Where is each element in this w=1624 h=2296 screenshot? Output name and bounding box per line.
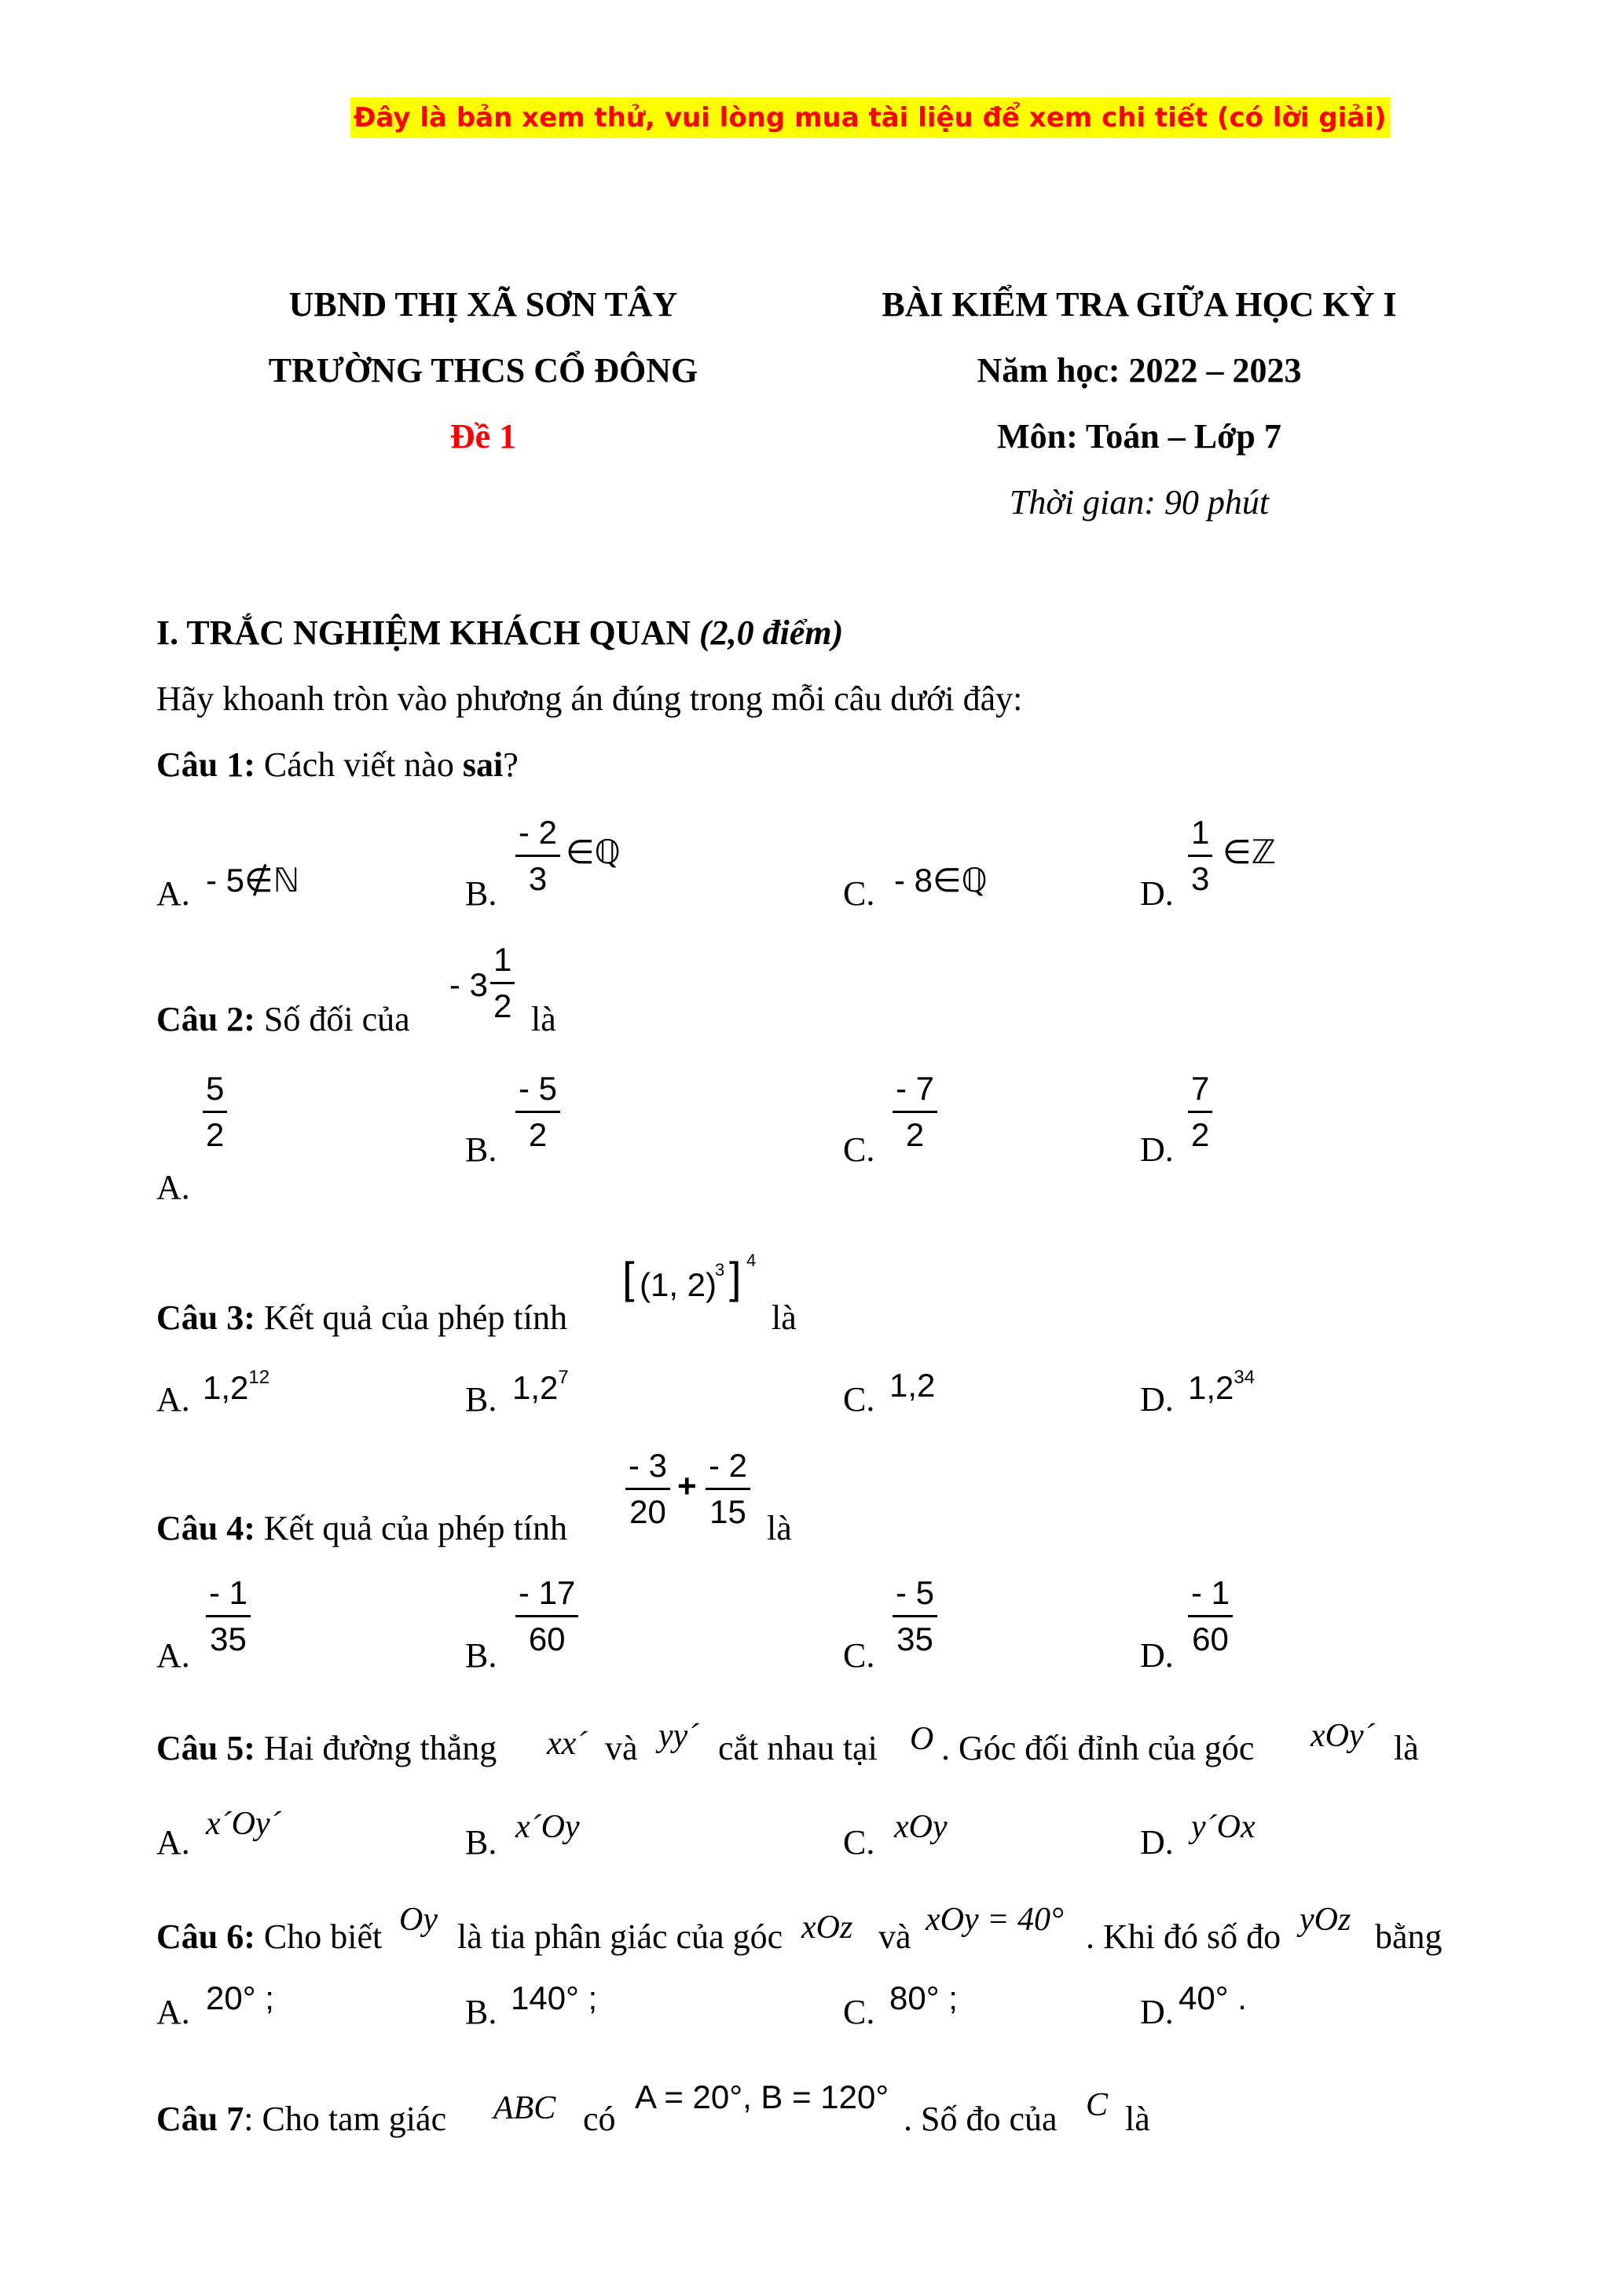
question-1: Câu 1: Cách viết nào sai?: [156, 745, 519, 784]
q5-text-2: cắt nhau tại: [718, 1729, 878, 1767]
q6-ray: Oy: [399, 1902, 438, 1938]
q3-option-b-math: $1,2^7$: [512, 1367, 569, 1406]
q1-option-c-math: - 8∈ℚ: [894, 862, 988, 899]
q5-line-2: yy´: [658, 1718, 699, 1754]
q6-text-2: là tia phân giác của góc: [457, 1917, 783, 1956]
subject: Môn: Toán – Lớp 7: [997, 417, 1281, 456]
preview-banner: Đây là bản xem thử, vui lòng mua tài liệu để xem chi tiết (có lời giải): [350, 97, 1390, 138]
q2-option-b-label: B.: [465, 1130, 497, 1169]
q1-option-b-rest: ∈ℚ: [566, 833, 621, 870]
q3-expr-inner-exp: 3: [715, 1260, 725, 1280]
q3-expr-inner: (1, 2): [640, 1266, 717, 1303]
q2-mixed-fraction: $\frac{1}{2}$: [490, 938, 515, 1028]
q7-end: là: [1125, 2100, 1150, 2138]
q1-option-a-math: - 5∉ℕ: [206, 862, 300, 899]
section-title: I. TRẮC NGHIỆM KHÁCH QUAN (2,0 điểm): [156, 613, 844, 652]
q3-expr-exp: 4: [746, 1251, 757, 1270]
q5-option-d-math: y´Ox: [1191, 1809, 1256, 1845]
q5-point: O: [910, 1721, 934, 1757]
q6-text-3: . Khi đó số đo: [1086, 1917, 1281, 1956]
q3-option-d-label: D.: [1140, 1380, 1174, 1419]
q4-option-d-fraction: $\frac{- 1}{60}$: [1188, 1571, 1233, 1661]
q4-option-b-label: B.: [465, 1636, 497, 1675]
q3-option-c-math: 1,2: [889, 1367, 936, 1404]
exam-title: BÀI KIỂM TRA GIỮA HỌC KỲ I: [882, 285, 1397, 324]
q5-end: là: [1394, 1729, 1419, 1767]
district-name: UBND THỊ XÃ SƠN TÂY: [288, 285, 678, 324]
q6-angle-1: xOz: [801, 1910, 853, 1946]
q2-option-b-fraction: $\frac{- 5}{2}$: [515, 1067, 560, 1157]
q7-text-2: . Số đo của: [904, 2100, 1058, 2138]
q6-option-b-label: B.: [465, 1993, 497, 2031]
q4-expr-plus: +: [677, 1467, 697, 1504]
q5-option-a-math: x´Oy´: [206, 1806, 281, 1842]
q1-option-b-fraction: $\frac{- 2}{3}$: [515, 811, 560, 901]
question-7-part-1: Câu 7: Cho tam giác: [156, 2100, 447, 2138]
q4-expr-fraction-2: $\frac{- 2}{15}$: [706, 1444, 750, 1534]
q5-option-b-math: x´Oy: [515, 1809, 580, 1845]
instruction: Hãy khoanh tròn vào phương án đúng trong mỗi câu dưới đây:: [156, 679, 1023, 718]
question-4: Câu 4: Kết quả của phép tính: [156, 1509, 568, 1547]
q5-text-3: . Góc đối đỉnh của góc: [941, 1729, 1255, 1767]
q4-option-a-label: A.: [156, 1636, 190, 1675]
q3-end: là: [772, 1298, 797, 1337]
q5-option-c-math: xOy: [894, 1809, 948, 1845]
q1-option-d-label: D.: [1140, 874, 1174, 913]
q2-option-d-label: D.: [1140, 1130, 1174, 1169]
q7-angle: C: [1086, 2087, 1109, 2123]
exam-code: Đề 1: [449, 417, 517, 456]
q5-line-1: xx´: [547, 1726, 588, 1762]
q5-and: và: [605, 1729, 638, 1767]
q1-option-c-label: C.: [843, 874, 875, 913]
q4-option-d-label: D.: [1140, 1636, 1174, 1675]
q7-has: có: [583, 2100, 616, 2138]
q4-expr-fraction-1: $\frac{- 3}{20}$: [625, 1444, 670, 1534]
q5-angle: xOy´: [1311, 1718, 1375, 1754]
q7-triangle: ABC: [493, 2090, 556, 2126]
q6-and: và: [878, 1917, 911, 1956]
question-5-part-1: Câu 5: Hai đường thẳng: [156, 1729, 497, 1767]
q2-option-a-fraction: $\frac{5}{2}$: [203, 1067, 227, 1157]
q2-option-c-fraction: $\frac{- 7}{2}$: [893, 1067, 937, 1157]
q1-option-a-label: A.: [156, 874, 190, 913]
q6-option-a-label: A.: [156, 1993, 190, 2031]
q4-option-b-fraction: $\frac{- 17}{60}$: [515, 1571, 578, 1661]
q3-option-a-label: A.: [156, 1380, 190, 1419]
q5-option-d-label: D.: [1140, 1823, 1174, 1862]
q6-option-d-value: 40° .: [1179, 1979, 1247, 2016]
q3-option-d-math: $1,2^{34}$: [1188, 1367, 1256, 1406]
q2-option-d-fraction: $\frac{7}{2}$: [1188, 1067, 1212, 1157]
q2-option-a-label: A.: [156, 1168, 190, 1207]
q4-end: là: [767, 1509, 792, 1547]
q1-option-d-fraction: $\frac{1}{3}$: [1188, 811, 1212, 901]
q4-option-c-label: C.: [843, 1636, 875, 1675]
school-name: TRƯỜNG THCS CỔ ĐÔNG: [268, 351, 698, 390]
q6-option-b-value: 140° ;: [511, 1979, 598, 2016]
q7-given: A = 20°, B = 120°: [635, 2078, 889, 2115]
q3-expr-open: [: [622, 1253, 635, 1302]
q1-option-b-label: B.: [465, 874, 497, 913]
q4-option-a-fraction: $\frac{- 1}{35}$: [206, 1571, 251, 1661]
q5-option-b-label: B.: [465, 1823, 497, 1862]
q4-option-c-fraction: $\frac{- 5}{35}$: [893, 1571, 937, 1661]
q6-angle-3: yOz: [1300, 1902, 1351, 1938]
school-year: Năm học: 2022 – 2023: [977, 351, 1302, 390]
question-6-part-1: Câu 6: Cho biết: [156, 1917, 383, 1956]
q6-option-d-label: D.: [1140, 1993, 1174, 2031]
q3-option-b-label: B.: [465, 1380, 497, 1419]
duration: Thời gian: 90 phút: [1009, 483, 1270, 522]
q6-option-c-value: 80° ;: [889, 1979, 958, 2016]
question-3: Câu 3: Kết quả của phép tính: [156, 1298, 568, 1337]
q2-end: là: [531, 1000, 556, 1038]
q5-option-c-label: C.: [843, 1823, 875, 1862]
q6-angle-2: xOy = 40°: [926, 1902, 1064, 1938]
q2-option-c-label: C.: [843, 1130, 875, 1169]
q6-option-a-value: 20° ;: [206, 1979, 274, 2016]
q5-option-a-label: A.: [156, 1823, 190, 1862]
q1-option-d-rest: ∈ℤ: [1223, 833, 1276, 870]
q6-end: bằng: [1375, 1917, 1443, 1956]
q3-option-a-math: $1,2^{12}$: [203, 1367, 270, 1406]
question-2: Câu 2: Số đối của: [156, 1000, 410, 1038]
q3-option-c-label: C.: [843, 1380, 875, 1419]
q2-mixed-whole: - 3: [449, 966, 489, 1003]
q6-option-c-label: C.: [843, 1993, 875, 2031]
q3-expr-close: ]: [729, 1253, 742, 1302]
